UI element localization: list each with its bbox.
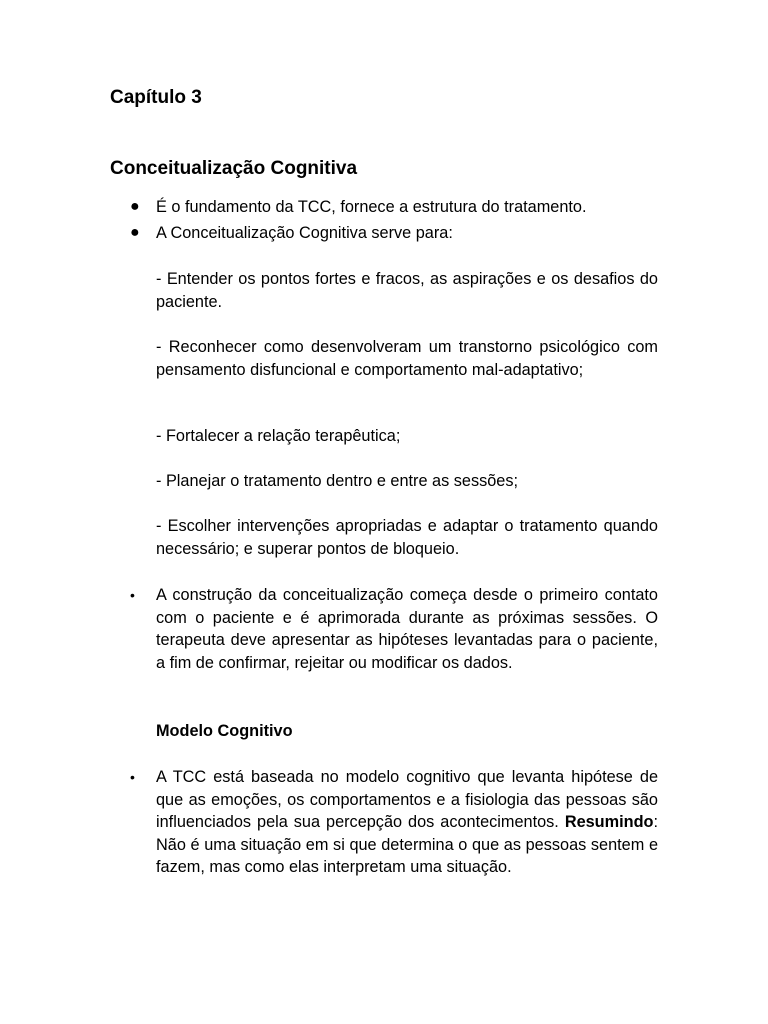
bullet-icon: ●: [130, 198, 140, 215]
bullet-text: [156, 766, 658, 879]
bullet-text-part: A TCC está baseada no modelo cognitivo que levanta hipótese de que as emoções, os comportamentos e a fisiologia das pessoas são influenciados pela sua percepção dos acontecimentos.: [156, 768, 658, 831]
chapter-title: Capítulo 3: [110, 87, 202, 108]
bullet-icon: •: [130, 587, 135, 603]
bullet-icon: ●: [130, 224, 140, 241]
section-title: Conceitualização Cognitiva: [110, 158, 358, 179]
purpose-item: - Escolher intervenções apropriadas e adaptar o tratamento quando necessário; e superar pontos de bloqueio.: [156, 517, 658, 558]
bullet-text: É o fundamento da TCC, fornece a estrutura do tratamento.: [156, 198, 587, 216]
purpose-item: - Fortalecer a relação terapêutica;: [156, 427, 401, 445]
bold-term: Resumindo: [564, 813, 654, 831]
bullet-text-part: : Não é uma situação em si que determina o que as pessoas sentem e fazem, mas como elas interpretam uma situação.: [156, 813, 658, 876]
purpose-item: - Entender os pontos fortes e fracos, as aspirações e os desafios do paciente.: [156, 270, 658, 311]
purpose-item: - Planejar o tratamento dentro e entre as sessões;: [156, 472, 519, 490]
bullet-icon: •: [130, 769, 135, 785]
bullet-text: A Conceitualização Cognitiva serve para:: [156, 224, 453, 242]
purpose-item: - Reconhecer como desenvolveram um transtorno psicológico com pensamento disfuncional e comportamento mal-adaptativo;: [156, 338, 658, 379]
bullet-text: A construção da conceitualização começa desde o primeiro contato com o paciente e é aprimorada durante as próximas sessões. O terapeuta deve apresentar as hipóteses levantadas para o paciente, a fim de confirmar, rejeitar ou modificar os dados.: [156, 586, 658, 672]
subheading: Modelo Cognitivo: [156, 722, 293, 740]
